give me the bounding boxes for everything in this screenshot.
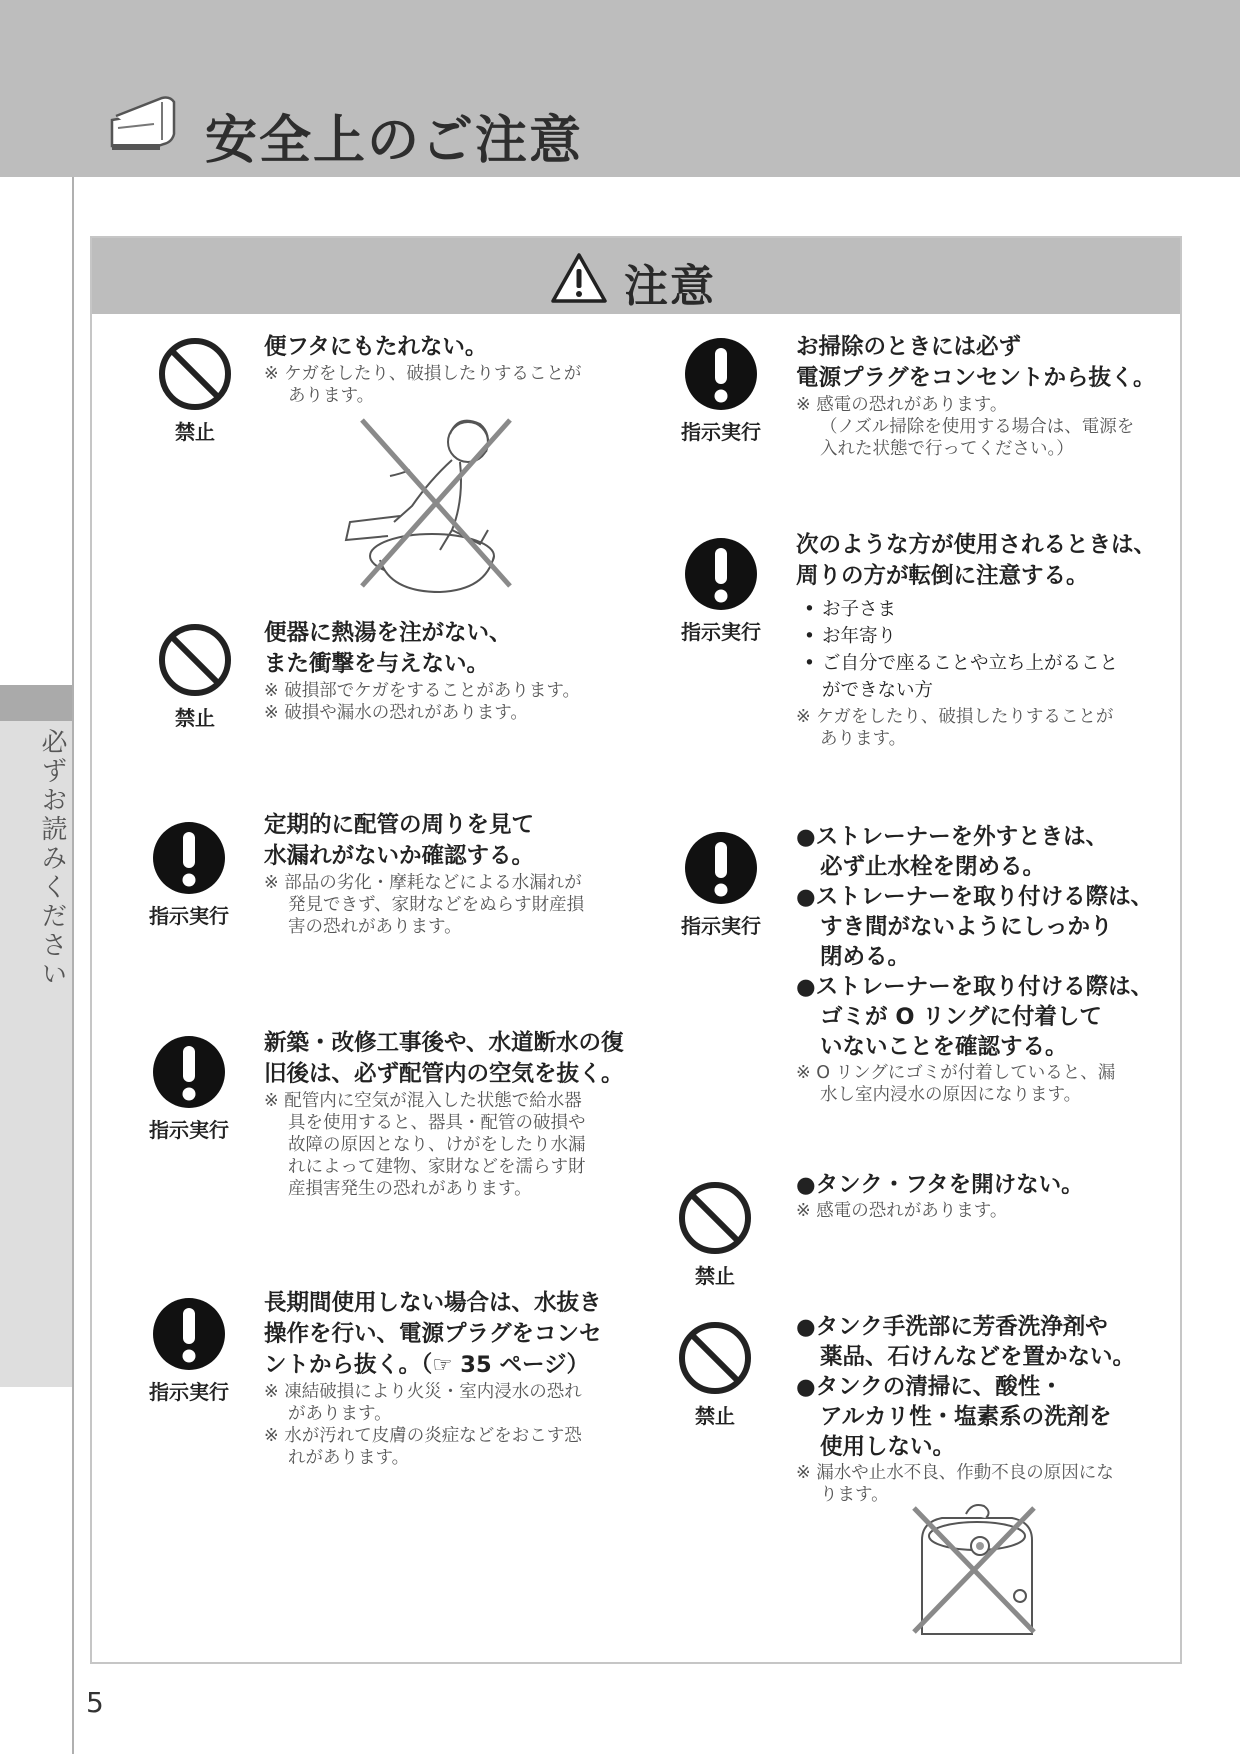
item-note: ※ 配管内に空気が混入した状態で給水器 xyxy=(264,1091,582,1111)
caution-item-tank-lid-text xyxy=(796,1170,1084,1222)
item-heading: 操作を行い、電源プラグをコンセ xyxy=(264,1321,602,1347)
list-item: • お子さま xyxy=(804,599,897,620)
left-margin-rule xyxy=(72,177,74,1754)
item-note: ※ 破損や漏水の恐れがあります。 xyxy=(264,703,528,723)
page-title: 安全上のご注意 xyxy=(205,111,584,171)
mandatory-label: 指示実行 xyxy=(681,620,761,644)
list-item-continued: 閉める。 xyxy=(820,944,911,970)
item-note: ※ 感電の恐れがあります。 xyxy=(796,1201,1008,1221)
item-note: 害の恐れがあります。 xyxy=(288,917,462,937)
item-heading: 便器に熱湯を注がない、 xyxy=(264,620,512,646)
item-note: れがあります。 xyxy=(288,1448,410,1468)
item-sub-note: 入れた状態で行ってください。） xyxy=(820,439,1074,459)
caution-item-air-release-text xyxy=(264,1028,624,1200)
caution-item-tank-clean-text xyxy=(796,1312,1135,1506)
item-heading: 長期間使用しない場合は、水抜き xyxy=(264,1290,602,1316)
item-heading: ントから抜く。（☞ 35 ページ） xyxy=(264,1352,589,1378)
item-note: あります。 xyxy=(288,386,375,406)
instruction-list xyxy=(796,1312,1135,1462)
bullet-list xyxy=(796,596,1156,704)
prohibit-label: 禁止 xyxy=(695,1404,735,1428)
prohibit-label: 禁止 xyxy=(175,420,215,444)
mandatory-icon xyxy=(151,820,227,896)
prohibit-icon xyxy=(157,336,233,412)
caution-bar xyxy=(92,238,1180,314)
list-item: ●ストレーナーを外すときは、 xyxy=(796,824,1109,850)
page-header xyxy=(0,0,1240,177)
list-item-continued: 必ず止水栓を閉める。 xyxy=(820,854,1046,880)
instruction-list xyxy=(796,822,1153,1062)
mandatory-symbol xyxy=(134,1034,244,1143)
item-note: があります。 xyxy=(288,1404,392,1424)
item-heading: 周りの方が転倒に注意する。 xyxy=(796,563,1089,589)
caution-item-unplug-text xyxy=(796,332,1156,460)
list-item: ●タンク手洗部に芳香洗浄剤や xyxy=(796,1314,1108,1340)
item-note: 水し室内浸水の原因になります。 xyxy=(820,1085,1082,1105)
item-heading: 水漏れがないか確認する。 xyxy=(264,843,535,869)
caution-item-assist-text xyxy=(796,530,1156,750)
mandatory-icon xyxy=(151,1034,227,1110)
prohibit-icon xyxy=(677,1180,753,1256)
item-heading: 旧後は、必ず配管内の空気を抜く。 xyxy=(264,1061,624,1087)
item-heading: 新築・改修工事後や、水道断水の復 xyxy=(264,1030,624,1056)
item-note: ※ 破損部でケガをすることがあります。 xyxy=(264,681,580,701)
list-item-continued: アルカリ性・塩素系の洗剤を xyxy=(820,1404,1112,1430)
prohibit-symbol xyxy=(660,1180,770,1289)
item-heading: 次のような方が使用されるときは、 xyxy=(796,532,1157,558)
mandatory-symbol xyxy=(134,820,244,929)
item-heading: 定期的に配管の周りを見て xyxy=(264,812,535,838)
item-heading: お掃除のときには必ず xyxy=(796,334,1022,360)
item-note: ※ ケガをしたり、破損したりすることが xyxy=(264,364,582,384)
list-item: • お年寄り xyxy=(804,626,897,647)
caution-title: 注意 xyxy=(624,261,716,312)
warning-triangle-icon xyxy=(550,252,608,308)
caution-item-long-term-text xyxy=(264,1288,602,1469)
item-heading: 電源プラグをコンセントから抜く。 xyxy=(796,365,1156,391)
mandatory-label: 指示実行 xyxy=(149,1118,229,1142)
mandatory-label: 指示実行 xyxy=(681,420,761,444)
item-note: ※ 部品の劣化・摩耗などによる水漏れが xyxy=(264,873,582,893)
list-item-continued: 使用しない。 xyxy=(820,1434,956,1460)
list-item: ●タンク・フタを開けない。 xyxy=(796,1172,1084,1198)
prohibit-symbol xyxy=(140,622,250,731)
item-note: ります。 xyxy=(820,1485,889,1505)
item-note: 発見できず、家財などをぬらす財産損 xyxy=(288,895,585,915)
item-note: ※ 漏水や止水不良、作動不良の原因にな xyxy=(796,1463,1114,1483)
mandatory-symbol xyxy=(666,536,776,645)
list-item: ●タンクの清掃に、酸性・ xyxy=(796,1374,1063,1400)
mandatory-label: 指示実行 xyxy=(681,914,761,938)
page-number: 5 xyxy=(86,1686,104,1719)
prohibit-symbol xyxy=(140,336,250,445)
caution-item-pipe-check-text xyxy=(264,810,584,938)
mandatory-icon xyxy=(683,830,759,906)
caution-item-hot-water-text xyxy=(264,618,580,724)
caution-item-lid-text xyxy=(264,332,581,407)
list-item-continued: 薬品、石けんなどを置かない。 xyxy=(820,1344,1136,1370)
item-note: ※ 凍結破損により火災・室内浸水の恐れ xyxy=(264,1382,582,1402)
prohibit-label: 禁止 xyxy=(695,1264,735,1288)
tank-illustration xyxy=(902,1500,1052,1644)
prohibit-symbol xyxy=(660,1320,770,1429)
child-leaning-on-lid-illustration xyxy=(340,410,540,604)
item-note: あります。 xyxy=(820,729,907,749)
list-item: ●ストレーナーを取り付ける際は、 xyxy=(796,884,1154,910)
side-tab-marker xyxy=(0,685,72,721)
mandatory-symbol xyxy=(666,830,776,939)
mandatory-icon xyxy=(683,536,759,612)
prohibit-icon xyxy=(677,1320,753,1396)
list-item-continued: すき間がないようにしっかり xyxy=(820,914,1113,940)
item-note: ※ O リングにゴミが付着していると、漏 xyxy=(796,1063,1116,1083)
instruction-list xyxy=(796,1170,1084,1200)
item-note: ※ ケガをしたり、破損したりすることが xyxy=(796,707,1114,727)
mandatory-label: 指示実行 xyxy=(149,1380,229,1404)
caution-item-strainer-text xyxy=(796,822,1153,1106)
item-note: 具を使用すると、器具・配管の破損や xyxy=(288,1113,586,1133)
mandatory-symbol xyxy=(666,336,776,445)
list-item-continued: いないことを確認する。 xyxy=(820,1034,1068,1060)
item-sub-note: （ノズル掃除を使用する場合は、電源を xyxy=(820,417,1135,437)
item-heading: また衝撃を与えない。 xyxy=(264,651,490,677)
list-item: • ご自分で座ることや立ち上がること xyxy=(804,653,1119,674)
item-heading: 便フタにもたれない。 xyxy=(264,334,488,360)
side-tab-text: 必ずお読みください xyxy=(37,728,67,989)
item-note: ※ 水が汚れて皮膚の炎症などをおこす恐 xyxy=(264,1426,582,1446)
mandatory-label: 指示実行 xyxy=(149,904,229,928)
prohibit-label: 禁止 xyxy=(175,706,215,730)
mandatory-icon xyxy=(151,1296,227,1372)
item-note: ※ 感電の恐れがあります。 xyxy=(796,395,1008,415)
item-note: 産損害発生の恐れがあります。 xyxy=(288,1179,532,1199)
list-item-continued: ゴミが O リングに付着して xyxy=(820,1004,1102,1030)
item-note: れによって建物、家財などを濡らす財 xyxy=(288,1157,586,1177)
list-item: ができない方 xyxy=(822,680,934,701)
mandatory-symbol xyxy=(134,1296,244,1405)
toilet-icon xyxy=(108,88,178,156)
mandatory-icon xyxy=(683,336,759,412)
prohibit-icon xyxy=(157,622,233,698)
item-note: 故障の原因となり、けがをしたり水漏 xyxy=(288,1135,586,1155)
list-item: ●ストレーナーを取り付ける際は、 xyxy=(796,974,1154,1000)
